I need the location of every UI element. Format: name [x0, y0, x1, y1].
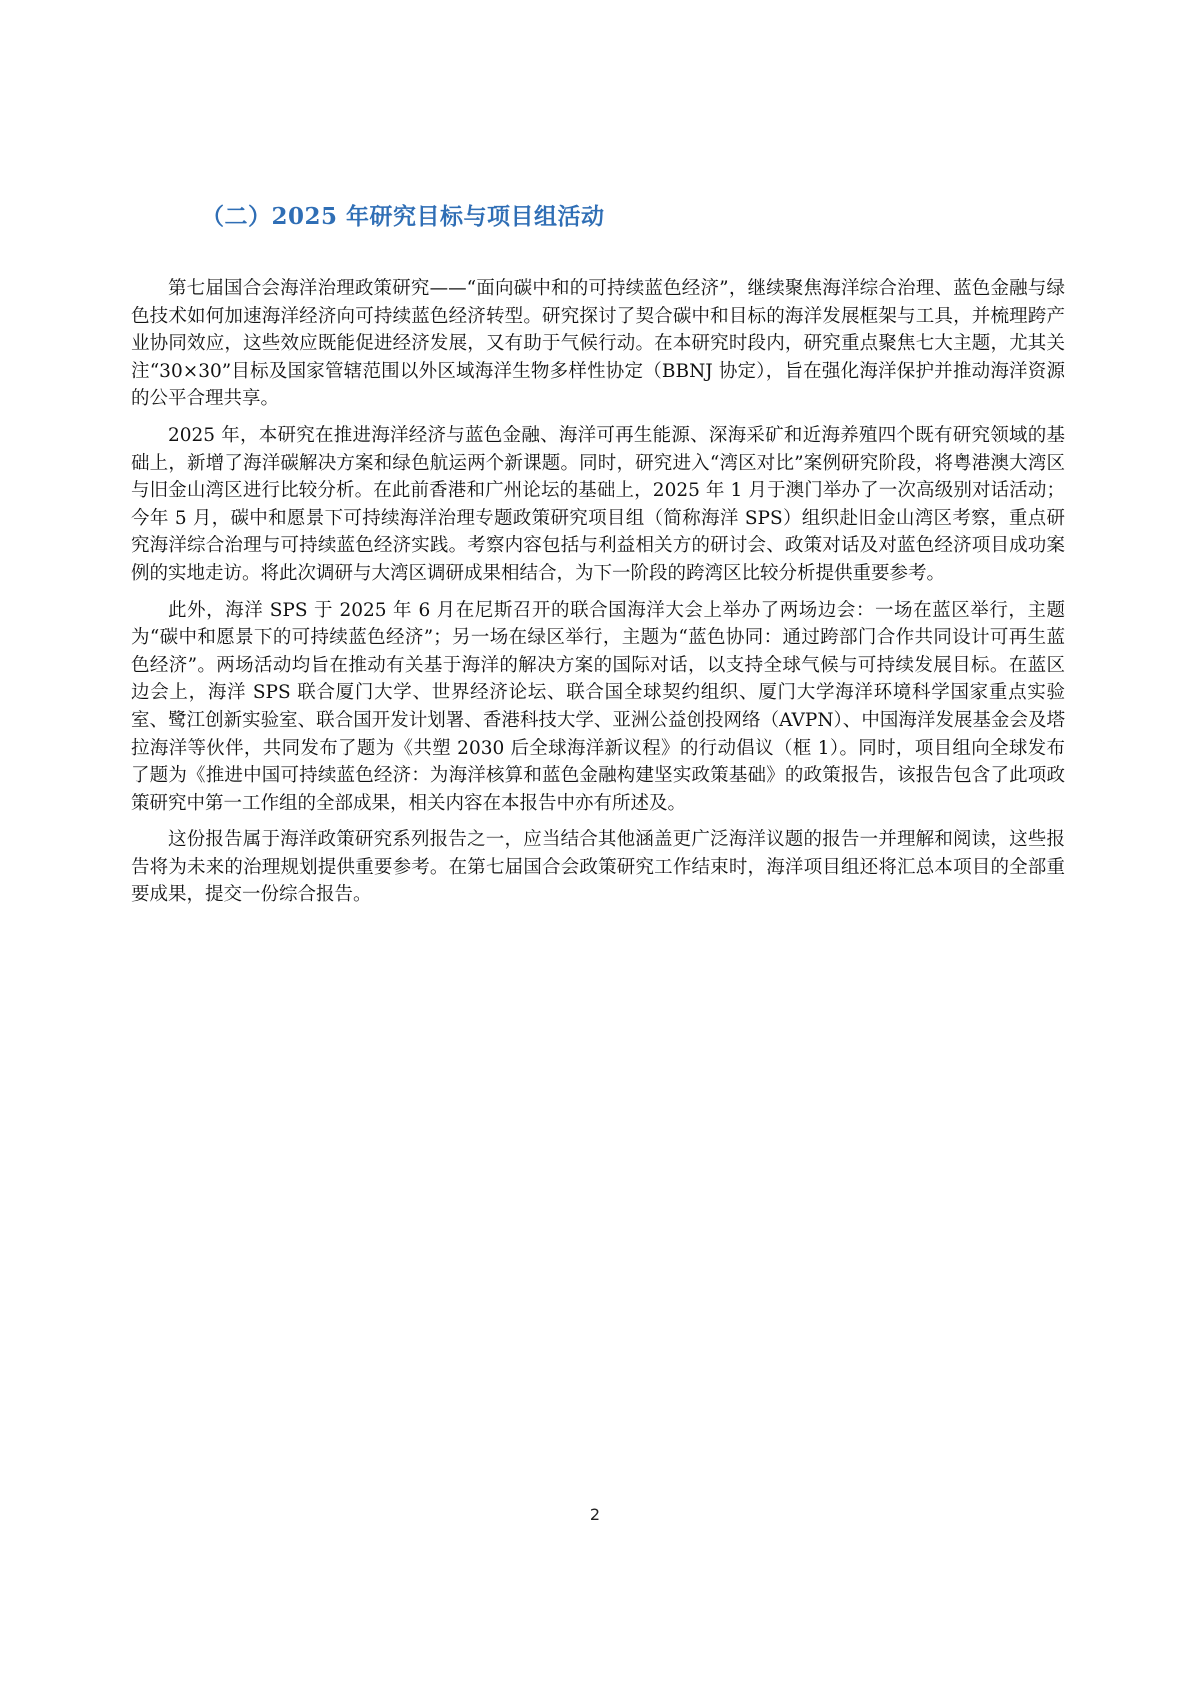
body-text — [131, 275, 1065, 918]
paragraph-1: 第七届国合会海洋治理政策研究——“面向碳中和的可持续蓝色经济”，继续聚焦海洋综合治理、蓝色金融与绿色技术如何加速海洋经济向可持续蓝色经济转型。研究探讨了契合碳中和目标的海洋发展框架与工具，并梳理跨产业协同效应，这些效应既能促进经济发展，又有助于气候行动。在本研究时段内，研究重点聚焦七大主题，尤其关注“30×30”目标及国家管辖范围以外区域海洋生物多样性协定（BBNJ 协定），旨在强化海洋保护并推动海洋资源的公平合理共享。 — [131, 278, 1065, 410]
page-number: 2 — [589, 1505, 601, 1524]
paragraph-3: 此外，海洋 SPS 于 2025 年 6 月在尼斯召开的联合国海洋大会上举办了两场边会：一场在蓝区举行，主题为“碳中和愿景下的可持续蓝色经济”；另一场在绿区举行，主题为“蓝色协同：通过跨部门合作共同设计可再生蓝色经济”。两场活动均旨在推动有关基于海洋的解决方案的国际对话，以支持全球气候与可持续发展目标。在蓝区边会上，海洋 SPS 联合厦门大学、世界经济论坛、联合国全球契约组织、厦门大学海洋环境科学国家重点实验室、鹭江创新实验室、联合国开发计划署、香港科技大学、亚洲公益创投网络（AVPN）、中国海洋发展基金会及塔拉海洋等伙伴，共同发布了题为《共塑 2030 后全球海洋新议程》的行动倡议（框 1）。同时，项目组向全球发布了题为《推进中国可持续蓝色经济：为海洋核算和蓝色金融构建坚实政策基础》的政策报告，该报告包含了此项政策研究中第一工作组的全部成果，相关内容在本报告中亦有所述及。 — [131, 599, 1065, 814]
paragraph-2: 2025 年，本研究在推进海洋经济与蓝色金融、海洋可再生能源、深海采矿和近海养殖四个既有研究领域的基础上，新增了海洋碳解决方案和绿色航运两个新课题。同时，研究进入“湾区对比”案例研究阶段，将粤港澳大湾区与旧金山湾区进行比较分析。在此前香港和广州论坛的基础上，2025 年 1 月于澳门举办了一次高级别对话活动；今年 5 月，碳中和愿景下可持续海洋治理专题政策研究项目组（简称海洋 SPS）组织赴旧金山湾区考察，重点研究海洋综合治理与可持续蓝色经济实践。考察内容包括与利益相关方的研讨会、政策对话及对蓝色经济项目成功案例的实地走访。将此次调研与大湾区调研成果相结合，为下一阶段的跨湾区比较分析提供重要参考。 — [131, 424, 1065, 584]
section-heading: （二）2025 年研究目标与项目组活动 — [201, 203, 605, 230]
paragraph-4: 这份报告属于海洋政策研究系列报告之一，应当结合其他涵盖更广泛海洋议题的报告一并理解和阅读，这些报告将为未来的治理规划提供重要参考。在第七届国合会政策研究工作结束时，海洋项目组还将汇总本项目的全部重要成果，提交一份综合报告。 — [131, 829, 1065, 906]
